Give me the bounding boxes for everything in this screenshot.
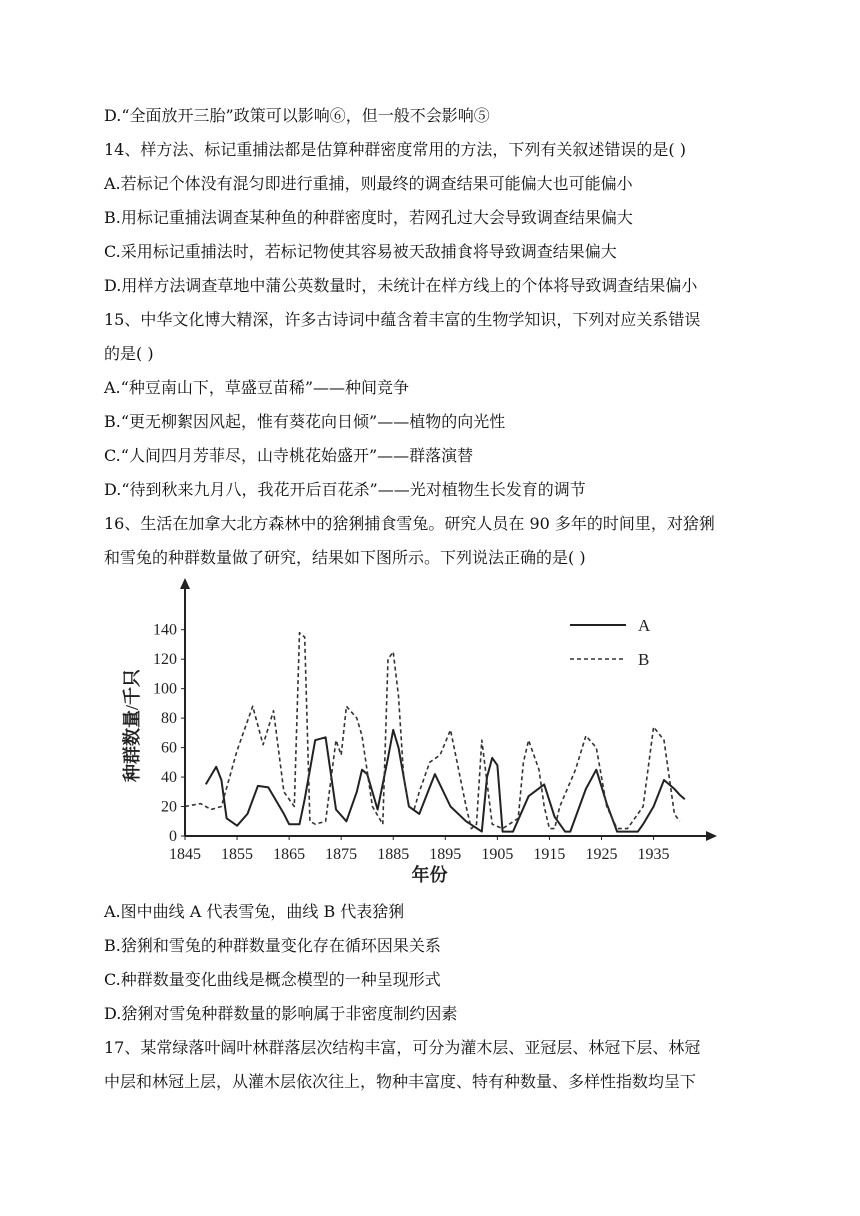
x-tick-label: 1885 bbox=[377, 846, 410, 863]
legend-label-B: B bbox=[638, 650, 650, 669]
x-axis-title: 年份 bbox=[411, 865, 448, 885]
option-15b: B.“更无柳絮因风起，惟有葵花向日倾”——植物的向光性 bbox=[104, 412, 506, 431]
question-15-cont: 的是( ) bbox=[104, 344, 154, 363]
option-14d: D.用样方法调查草地中蒲公英数量时，未统计在样方线上的个体将导致调查结果偏小 bbox=[104, 276, 698, 295]
y-tick-label: 20 bbox=[161, 798, 177, 816]
y-tick-label: 120 bbox=[153, 651, 177, 669]
legend-label-A: A bbox=[638, 616, 651, 635]
series-B-line bbox=[185, 633, 680, 829]
population-chart bbox=[110, 573, 730, 885]
option-16b: B.猞猁和雪兔的种群数量变化存在循环因果关系 bbox=[104, 936, 441, 955]
y-axis-title: 种群数量/千只 bbox=[122, 668, 142, 783]
question-17: 17、某常绿落叶阔叶林群落层次结构丰富，可分为灌木层、亚冠层、林冠下层、林冠 bbox=[104, 1038, 701, 1057]
x-tick-label: 1845 bbox=[169, 846, 201, 863]
question-17-cont: 中层和林冠上层，从灌木层依次往上，物种丰富度、特有种数量、多样性指数均呈下 bbox=[104, 1072, 697, 1091]
y-tick-label: 0 bbox=[169, 828, 177, 845]
y-tick-label: 140 bbox=[153, 621, 177, 639]
question-16-cont: 和雪兔的种群数量做了研究，结果如下图所示。下列说法正确的是( ) bbox=[104, 548, 586, 567]
option-14c: C.采用标记重捕法时，若标记物使其容易被天敌捕食将导致调查结果偏大 bbox=[104, 242, 617, 261]
option-16d: D.猞猁对雪兔种群数量的影响属于非密度制约因素 bbox=[104, 1004, 458, 1023]
x-tick-label: 1875 bbox=[325, 846, 358, 863]
y-tick-label: 40 bbox=[161, 769, 177, 787]
x-tick-label: 1925 bbox=[585, 846, 618, 863]
question-14: 14、样方法、标记重捕法都是估算种群密度常用的方法，下列有关叙述错误的是( ) bbox=[104, 140, 686, 159]
option-14b: B.用标记重捕法调查某种鱼的种群密度时，若网孔过大会导致调查结果偏大 bbox=[104, 208, 633, 227]
x-tick-label: 1905 bbox=[481, 846, 514, 863]
y-tick-label: 80 bbox=[161, 710, 177, 728]
option-15d: D.“待到秋来九月八，我花开后百花杀”——光对植物生长发育的调节 bbox=[104, 480, 586, 499]
question-16: 16、生活在加拿大北方森林中的猞猁捕食雪兔。研究人员在 90 多年的时间里，对猞猁 bbox=[104, 514, 715, 533]
option-15c: C.“人间四月芳菲尽，山寺桃花始盛开”——群落演替 bbox=[104, 446, 474, 465]
y-tick-label: 60 bbox=[161, 739, 177, 757]
x-tick-label: 1865 bbox=[273, 846, 306, 863]
option-14a: A.若标记个体没有混匀即进行重捕，则最终的调查结果可能偏大也可能偏小 bbox=[104, 174, 633, 193]
question-15: 15、中华文化博大精深，许多古诗词中蕴含着丰富的生物学知识，下列对应关系错误 bbox=[104, 310, 701, 329]
x-tick-label: 1855 bbox=[221, 846, 254, 863]
option-16a: A.图中曲线 A 代表雪兔，曲线 B 代表猞猁 bbox=[104, 902, 405, 921]
y-tick-label: 100 bbox=[153, 680, 177, 698]
option-15a: A.“种豆南山下，草盛豆苗稀”——种间竞争 bbox=[104, 378, 410, 397]
x-tick-label: 1915 bbox=[533, 846, 566, 863]
x-axis-arrow bbox=[706, 831, 717, 841]
x-tick-label: 1935 bbox=[637, 846, 670, 863]
y-axis-arrow bbox=[180, 578, 190, 589]
option-16c: C.种群数量变化曲线是概念模型的一种呈现形式 bbox=[104, 970, 441, 989]
option-13d: D.“全面放开三胎”政策可以影响⑥，但一般不会影响⑤ bbox=[104, 106, 490, 125]
x-tick-label: 1895 bbox=[429, 846, 462, 863]
